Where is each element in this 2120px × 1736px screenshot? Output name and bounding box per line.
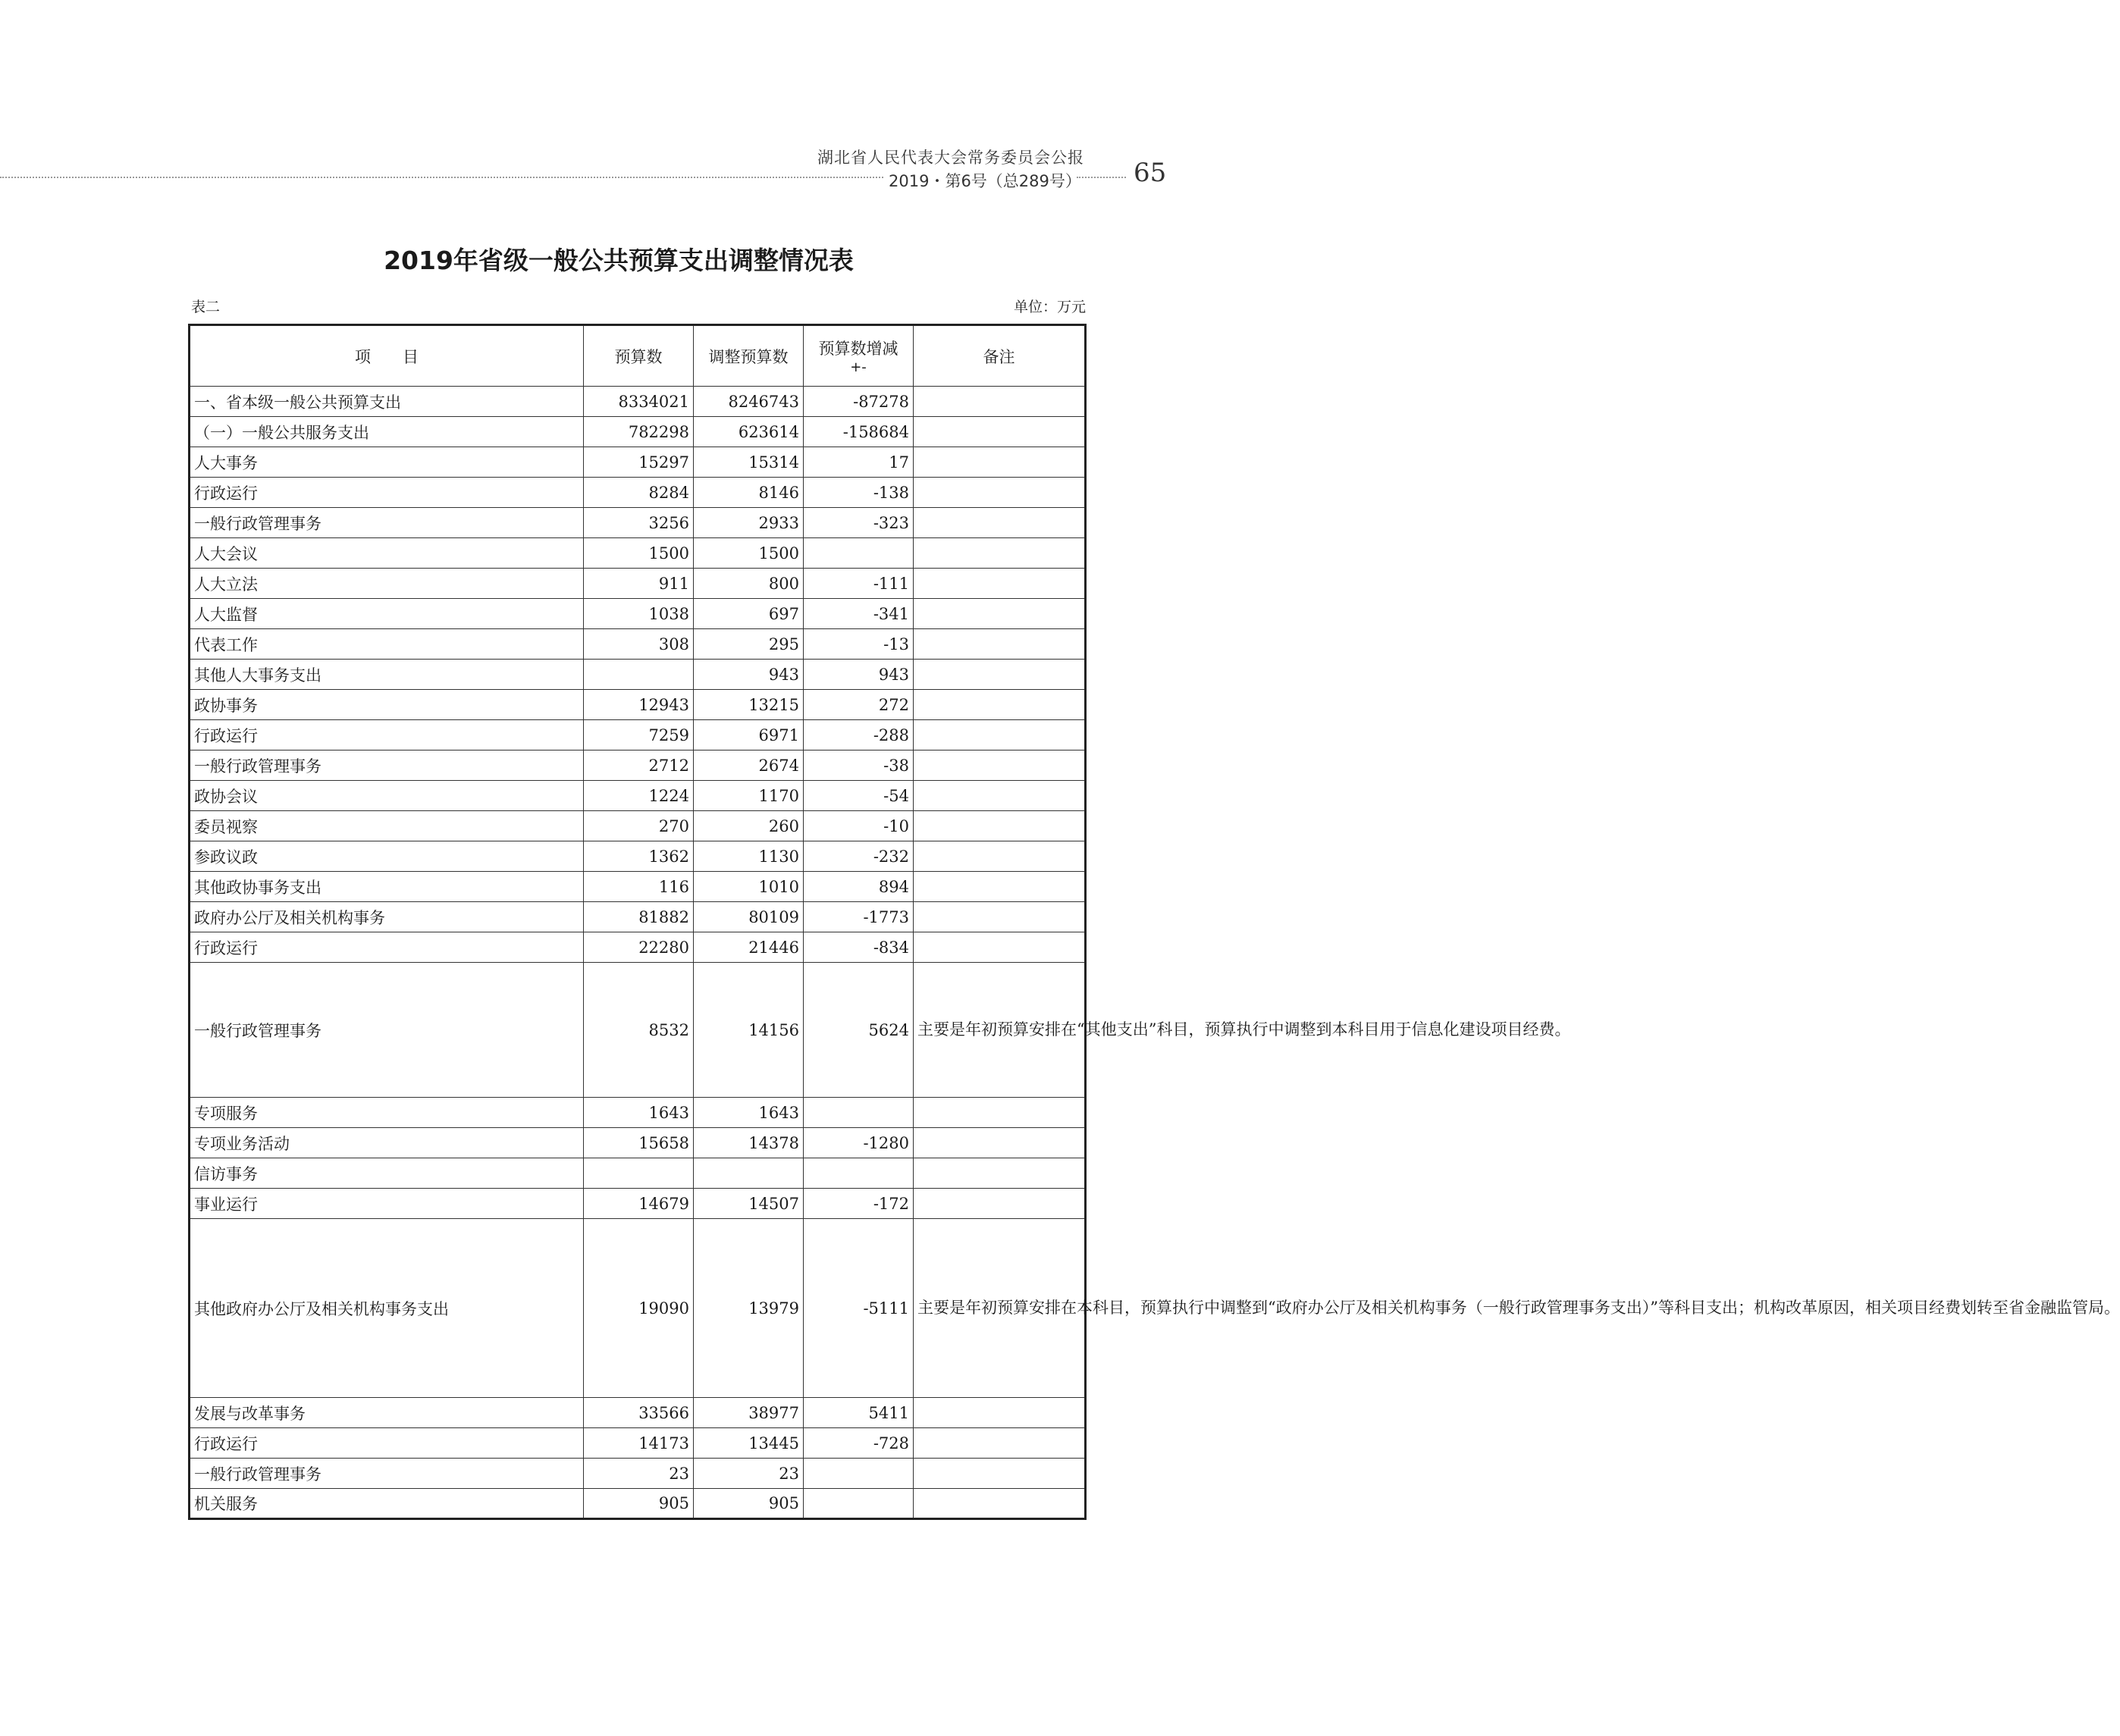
row-budget: 308 <box>584 629 694 660</box>
row-adjusted: 8146 <box>694 478 804 508</box>
row-adjusted: 38977 <box>694 1398 804 1428</box>
row-budget: 270 <box>584 811 694 841</box>
row-change: 5624 <box>804 963 914 1098</box>
row-budget: 15658 <box>584 1128 694 1158</box>
row-budget: 911 <box>584 569 694 599</box>
row-adjusted: 14507 <box>694 1189 804 1219</box>
row-item: 人大会议 <box>190 538 584 569</box>
row-adjusted: 1010 <box>694 872 804 902</box>
row-change: 894 <box>804 872 914 902</box>
row-note <box>914 720 1086 750</box>
row-item: 政府办公厅及相关机构事务 <box>190 902 584 932</box>
row-item: 专项业务活动 <box>190 1128 584 1158</box>
table-row <box>190 932 1086 963</box>
row-budget: 1500 <box>584 538 694 569</box>
row-change: -172 <box>804 1189 914 1219</box>
row-budget: 12943 <box>584 690 694 720</box>
row-budget: 905 <box>584 1489 694 1519</box>
row-adjusted: 6971 <box>694 720 804 750</box>
row-change: -341 <box>804 599 914 629</box>
row-note <box>914 508 1086 538</box>
row-change: 17 <box>804 447 914 478</box>
row-change: -834 <box>804 932 914 963</box>
row-budget: 1362 <box>584 841 694 872</box>
row-note <box>914 1459 1086 1489</box>
table-row <box>190 508 1086 538</box>
table-row <box>190 872 1086 902</box>
row-item: 其他政协事务支出 <box>190 872 584 902</box>
row-note <box>914 781 1086 811</box>
col-header-change-sign: +- <box>850 359 867 375</box>
row-adjusted: 80109 <box>694 902 804 932</box>
row-change: -54 <box>804 781 914 811</box>
row-change: 272 <box>804 690 914 720</box>
table-row <box>190 629 1086 660</box>
row-budget: 14679 <box>584 1189 694 1219</box>
row-adjusted: 14156 <box>694 963 804 1098</box>
table-row <box>190 1189 1086 1219</box>
row-item: 事业运行 <box>190 1189 584 1219</box>
row-budget: 3256 <box>584 508 694 538</box>
table-row <box>190 599 1086 629</box>
row-item: 一、省本级一般公共预算支出 <box>190 387 584 417</box>
row-adjusted: 1170 <box>694 781 804 811</box>
row-item: 行政运行 <box>190 720 584 750</box>
issue-info: 2019・第6号（总289号） <box>889 172 1081 190</box>
row-adjusted: 295 <box>694 629 804 660</box>
row-budget: 14173 <box>584 1428 694 1459</box>
row-item: 行政运行 <box>190 932 584 963</box>
row-note <box>914 599 1086 629</box>
row-adjusted: 14378 <box>694 1128 804 1158</box>
row-note <box>914 1398 1086 1428</box>
col-header-change-label: 预算数增减 <box>818 340 898 358</box>
col-header-note: 备注 <box>914 325 1086 387</box>
publication-name: 湖北省人民代表大会常务委员会公报 <box>817 149 1084 167</box>
row-item: 参政议政 <box>190 841 584 872</box>
row-budget: 8334021 <box>584 387 694 417</box>
row-item: 政协事务 <box>190 690 584 720</box>
table-row <box>190 720 1086 750</box>
row-item: （一）一般公共服务支出 <box>190 417 584 447</box>
row-item: 行政运行 <box>190 478 584 508</box>
row-adjusted: 260 <box>694 811 804 841</box>
row-budget: 81882 <box>584 902 694 932</box>
row-adjusted: 943 <box>694 660 804 690</box>
row-budget: 22280 <box>584 932 694 963</box>
row-note: 主要是年初预算安排在“其他支出”科目，预算执行中调整到本科目用于信息化建设项目经费。 <box>914 963 1086 1098</box>
col-header-change <box>804 325 914 387</box>
table-row <box>190 1158 1086 1189</box>
row-adjusted <box>694 1158 804 1189</box>
row-budget <box>584 660 694 690</box>
row-adjusted: 21446 <box>694 932 804 963</box>
row-adjusted: 1130 <box>694 841 804 872</box>
row-item: 机关服务 <box>190 1489 584 1519</box>
row-budget: 2712 <box>584 750 694 781</box>
row-note <box>914 1189 1086 1219</box>
row-change <box>804 1459 914 1489</box>
row-note <box>914 811 1086 841</box>
row-adjusted: 1500 <box>694 538 804 569</box>
table-row <box>190 1489 1086 1519</box>
row-budget: 8532 <box>584 963 694 1098</box>
row-note <box>914 872 1086 902</box>
row-note <box>914 690 1086 720</box>
table-row <box>190 478 1086 508</box>
row-budget: 23 <box>584 1459 694 1489</box>
table-row <box>190 387 1086 417</box>
row-budget: 15297 <box>584 447 694 478</box>
table-row <box>190 569 1086 599</box>
row-item: 一般行政管理事务 <box>190 508 584 538</box>
row-note <box>914 1128 1086 1158</box>
row-note <box>914 750 1086 781</box>
row-item: 发展与改革事务 <box>190 1398 584 1428</box>
row-note: 主要是年初预算安排在本科目，预算执行中调整到“政府办公厅及相关机构事务（一般行政管理事务支出）”等科目支出；机构改革原因，相关项目经费划转至省金融监管局。 <box>914 1219 1086 1398</box>
row-change: 5411 <box>804 1398 914 1428</box>
table-row <box>190 538 1086 569</box>
row-note <box>914 1158 1086 1189</box>
row-change <box>804 1098 914 1128</box>
table-row <box>190 1098 1086 1128</box>
table-row <box>190 417 1086 447</box>
row-change: -232 <box>804 841 914 872</box>
row-note <box>914 478 1086 508</box>
row-adjusted: 2674 <box>694 750 804 781</box>
row-item: 其他政府办公厅及相关机构事务支出 <box>190 1219 584 1398</box>
table-row <box>190 1219 1086 1398</box>
row-item: 人大立法 <box>190 569 584 599</box>
row-change: -1280 <box>804 1128 914 1158</box>
unit-label: 单位：万元 <box>1013 299 1086 315</box>
table-row <box>190 690 1086 720</box>
row-budget: 782298 <box>584 417 694 447</box>
document-title: 2019年省级一般公共预算支出调整情况表 <box>384 246 854 275</box>
row-item: 代表工作 <box>190 629 584 660</box>
table-label: 表二 <box>191 299 221 315</box>
row-adjusted: 2933 <box>694 508 804 538</box>
row-adjusted: 13215 <box>694 690 804 720</box>
row-note <box>914 447 1086 478</box>
row-budget: 1643 <box>584 1098 694 1128</box>
row-change: -158684 <box>804 417 914 447</box>
table-row <box>190 1398 1086 1428</box>
row-change: -87278 <box>804 387 914 417</box>
row-change: -288 <box>804 720 914 750</box>
row-adjusted: 623614 <box>694 417 804 447</box>
row-change <box>804 538 914 569</box>
row-note <box>914 660 1086 690</box>
table-row <box>190 841 1086 872</box>
row-budget: 1224 <box>584 781 694 811</box>
row-note <box>914 1428 1086 1459</box>
table-row <box>190 963 1086 1098</box>
row-note <box>914 1489 1086 1519</box>
row-item: 一般行政管理事务 <box>190 750 584 781</box>
row-budget: 116 <box>584 872 694 902</box>
row-note <box>914 387 1086 417</box>
header-rule-left <box>0 177 883 178</box>
col-header-budget: 预算数 <box>584 325 694 387</box>
row-adjusted: 800 <box>694 569 804 599</box>
row-item: 一般行政管理事务 <box>190 1459 584 1489</box>
budget-table <box>188 324 2120 1520</box>
table-row <box>190 902 1086 932</box>
table-header-row <box>190 325 1086 387</box>
row-change: -5111 <box>804 1219 914 1398</box>
row-change: -323 <box>804 508 914 538</box>
col-header-item: 项 目 <box>190 325 584 387</box>
row-item: 其他人大事务支出 <box>190 660 584 690</box>
row-adjusted: 8246743 <box>694 387 804 417</box>
row-change: -13 <box>804 629 914 660</box>
row-change: -10 <box>804 811 914 841</box>
row-change: 943 <box>804 660 914 690</box>
row-budget: 8284 <box>584 478 694 508</box>
row-change: -38 <box>804 750 914 781</box>
row-budget: 33566 <box>584 1398 694 1428</box>
row-note <box>914 629 1086 660</box>
table-row <box>190 447 1086 478</box>
row-change: -728 <box>804 1428 914 1459</box>
row-budget: 19090 <box>584 1219 694 1398</box>
row-change <box>804 1489 914 1519</box>
row-budget: 1038 <box>584 599 694 629</box>
row-change: -111 <box>804 569 914 599</box>
row-note <box>914 1098 1086 1128</box>
table-row <box>190 1428 1086 1459</box>
table-row <box>190 750 1086 781</box>
row-note <box>914 538 1086 569</box>
row-note <box>914 569 1086 599</box>
row-adjusted: 1643 <box>694 1098 804 1128</box>
row-item: 行政运行 <box>190 1428 584 1459</box>
header-rule-right <box>1077 177 1126 178</box>
page-number: 65 <box>1134 158 1167 188</box>
row-item: 信访事务 <box>190 1158 584 1189</box>
row-adjusted: 905 <box>694 1489 804 1519</box>
row-adjusted: 697 <box>694 599 804 629</box>
table-body <box>190 387 2120 1519</box>
row-change: -138 <box>804 478 914 508</box>
row-note <box>914 417 1086 447</box>
row-budget: 7259 <box>584 720 694 750</box>
row-note <box>914 841 1086 872</box>
row-adjusted: 15314 <box>694 447 804 478</box>
table-row <box>190 811 1086 841</box>
row-adjusted: 13979 <box>694 1219 804 1398</box>
row-item: 专项服务 <box>190 1098 584 1128</box>
col-header-adjusted: 调整预算数 <box>694 325 804 387</box>
row-item: 政协会议 <box>190 781 584 811</box>
row-item: 委员视察 <box>190 811 584 841</box>
table-row <box>190 1128 1086 1158</box>
row-adjusted: 23 <box>694 1459 804 1489</box>
row-note <box>914 902 1086 932</box>
row-change <box>804 1158 914 1189</box>
row-note <box>914 932 1086 963</box>
row-adjusted: 13445 <box>694 1428 804 1459</box>
table-row <box>190 660 1086 690</box>
row-item: 人大监督 <box>190 599 584 629</box>
row-item: 一般行政管理事务 <box>190 963 584 1098</box>
table-row <box>190 1459 1086 1489</box>
row-budget <box>584 1158 694 1189</box>
row-item: 人大事务 <box>190 447 584 478</box>
table-row <box>190 781 1086 811</box>
page-header <box>0 0 1237 197</box>
row-change: -1773 <box>804 902 914 932</box>
